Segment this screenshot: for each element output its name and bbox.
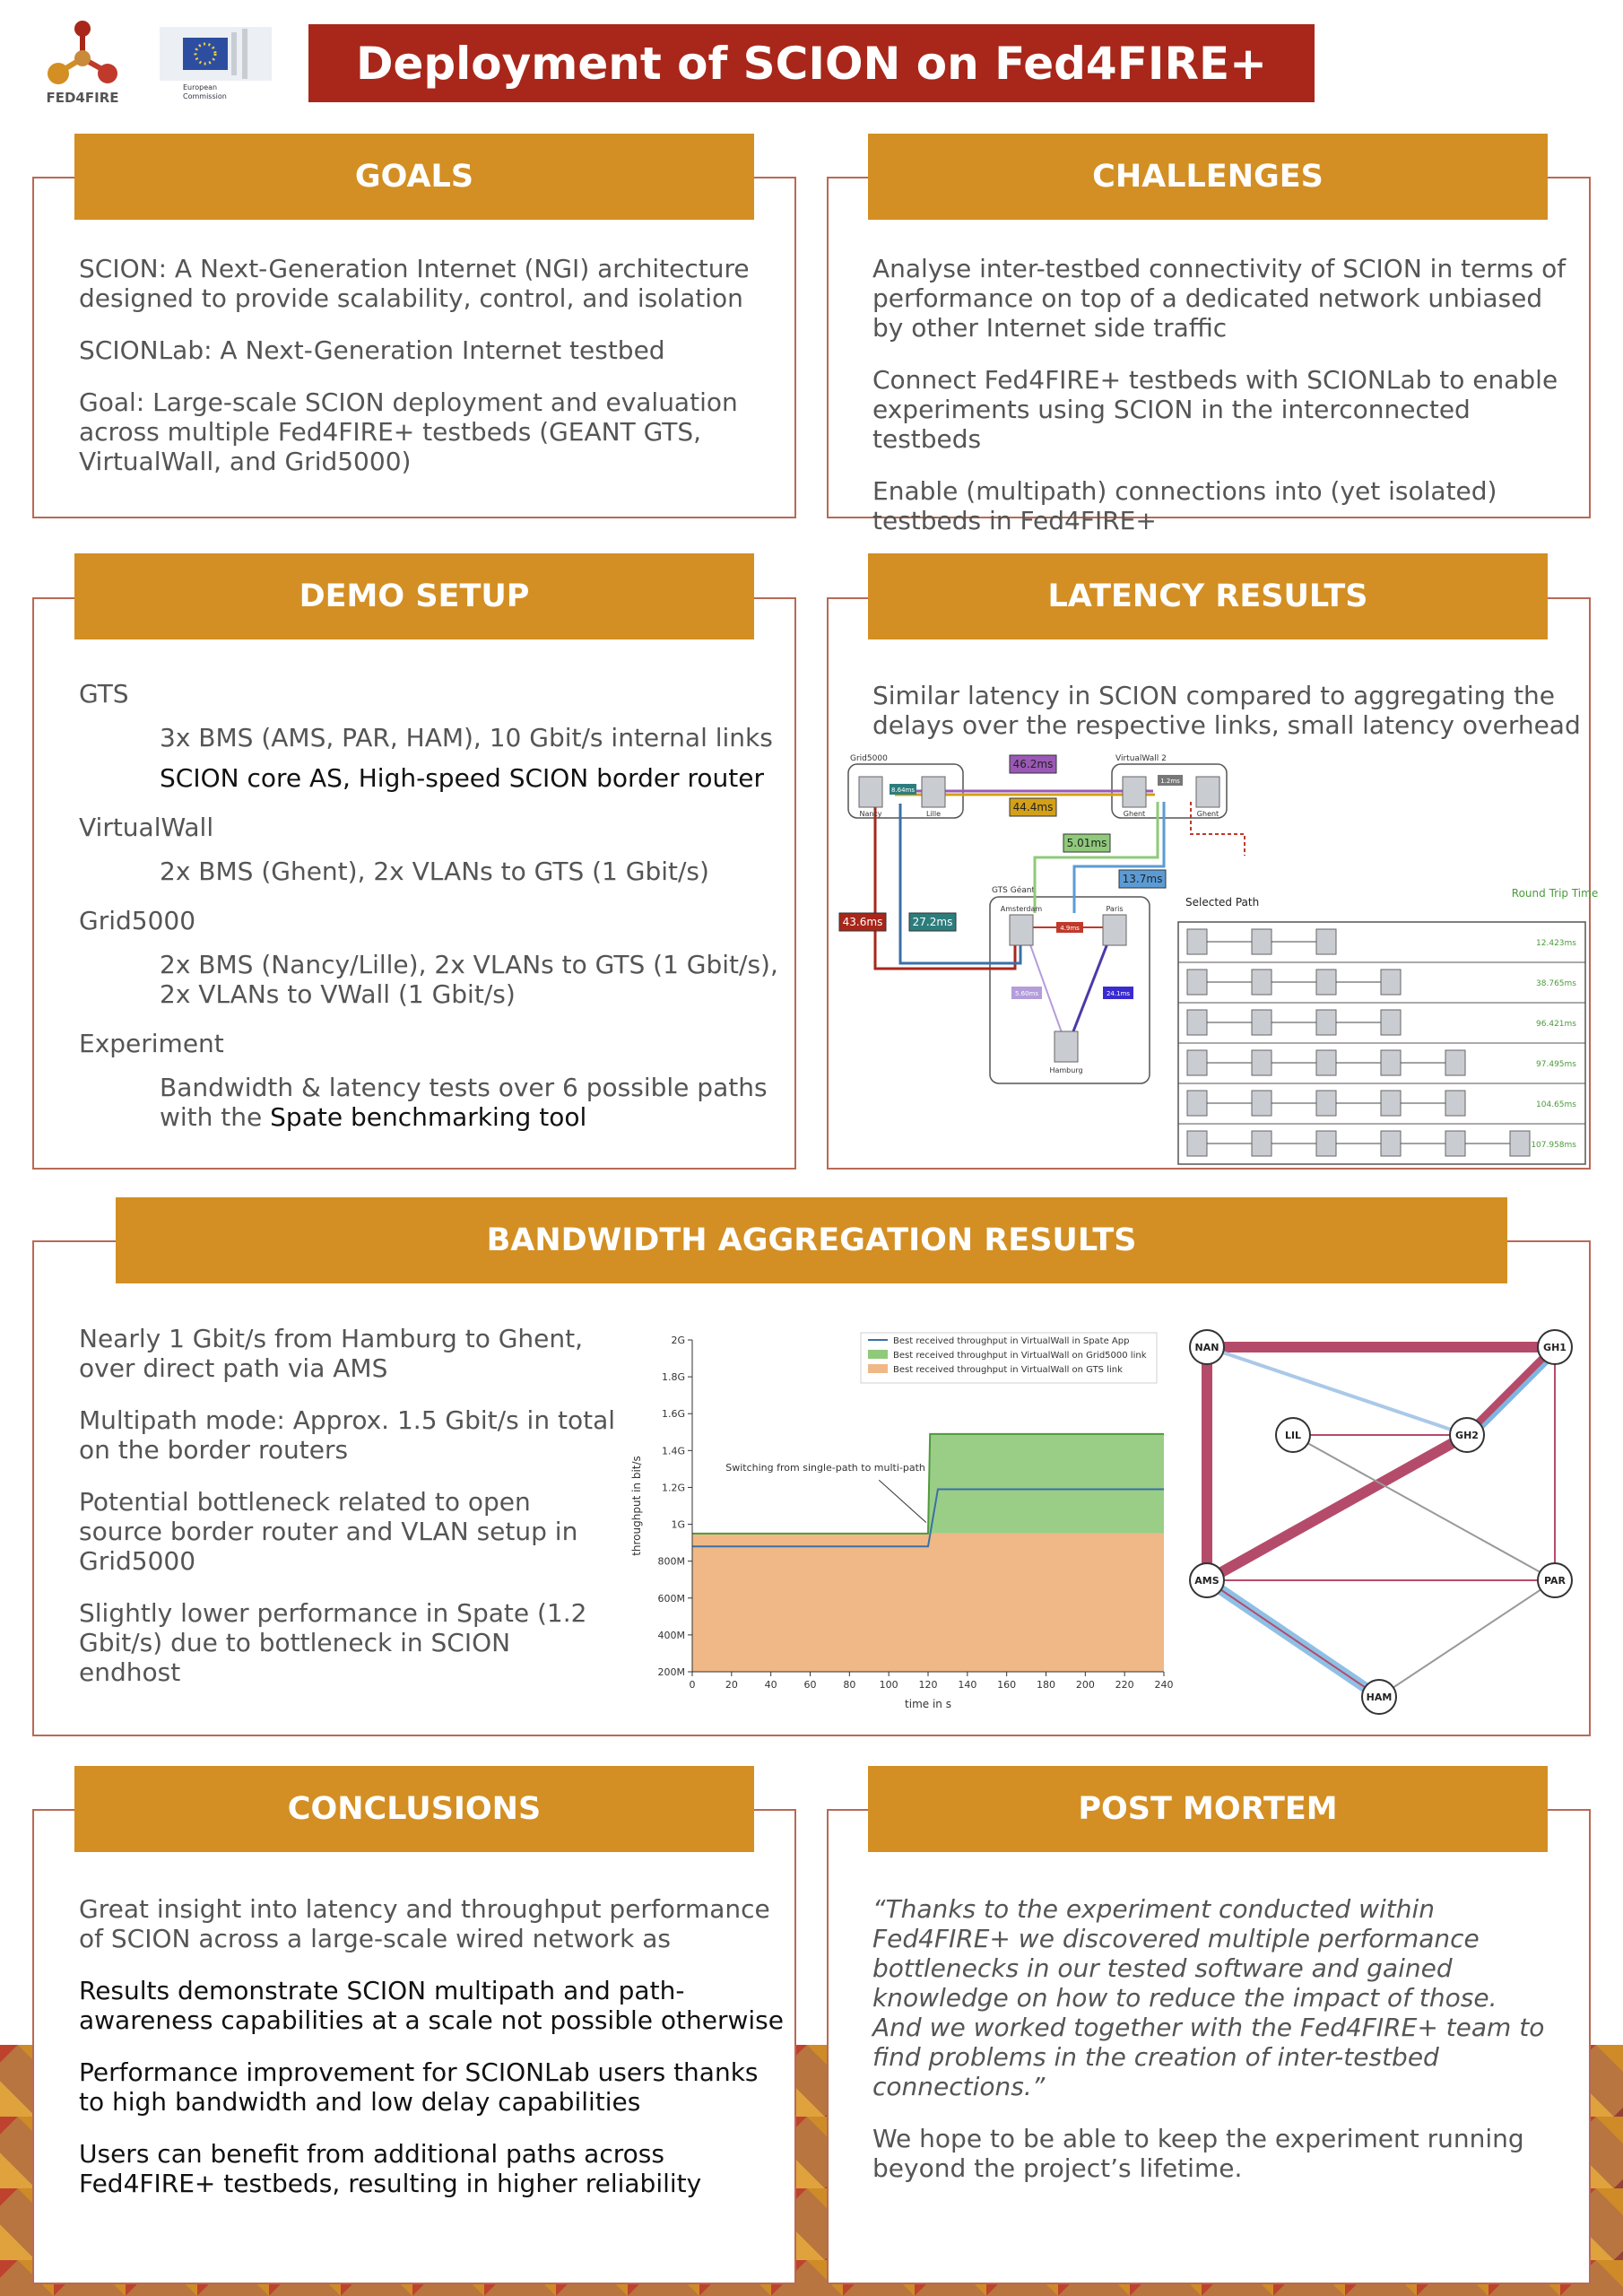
network-graph — [1182, 1318, 1576, 1713]
y-tick-label: 800M — [657, 1555, 685, 1568]
x-tick-label: 120 — [918, 1679, 938, 1691]
challenges-item: Enable (multipath) connections into (yet isolated) testbeds in Fed4FIRE+ — [872, 476, 1497, 535]
demo-grid: Grid5000 — [79, 906, 196, 935]
svg-text:Ghent: Ghent — [1196, 810, 1219, 818]
path-server-icon — [1445, 1091, 1465, 1116]
conclusions-item: Performance improvement for SCIONLab users thanks to high bandwidth and low delay capabilities — [79, 2057, 759, 2117]
latency-heading: LATENCY RESULTS — [868, 553, 1548, 639]
chart-annotation: Switching from single-path to multi-path — [725, 1461, 925, 1474]
y-tick-label: 200M — [657, 1666, 685, 1678]
x-tick-label: 20 — [725, 1679, 738, 1691]
x-tick-label: 60 — [803, 1679, 817, 1691]
area-gts — [692, 1534, 1164, 1672]
postmortem-heading: POST MORTEM — [868, 1766, 1548, 1852]
path-server-icon — [1187, 970, 1207, 995]
goals-item: SCION: A Next-Generation Internet (NGI) architecture designed to provide scalability, control, and isolation — [79, 254, 750, 313]
legend-entry: Best received throughput in VirtualWall on GTS link — [893, 1365, 1123, 1375]
rtt-value: 107.958ms — [1531, 1141, 1576, 1150]
y-tick-label: 1.8G — [661, 1371, 685, 1384]
path-server-icon — [1252, 1050, 1271, 1075]
svg-text:GTS Géant: GTS Géant — [992, 886, 1035, 895]
svg-text:5.01ms: 5.01ms — [1066, 837, 1107, 849]
svg-text:Nancy: Nancy — [859, 810, 882, 818]
postmortem-note: We hope to be able to keep the experiment running beyond the project’s lifetime. — [872, 2124, 1524, 2183]
svg-text:24.1ms: 24.1ms — [1106, 990, 1131, 997]
rtt-value: 12.423ms — [1536, 939, 1576, 948]
graph-node-label: AMS — [1194, 1575, 1219, 1587]
postmortem-quote: “Thanks to the experiment conducted within Fed4FIRE+ we discovered multiple performance bottlenecks in our tested software and gained knowledge on how to reduce the impact of those. And we worked together with the Fed4FIRE+ team to find problems in the creation of inter-testbed connections.” — [872, 1894, 1545, 2101]
demo-grid-item: 2x BMS (Nancy/Lille), 2x VLANs to GTS (1 Gbit/s), 2x VLANs to VWall (1 Gbit/s) — [160, 950, 778, 1009]
rtt-value: 97.495ms — [1536, 1060, 1576, 1069]
goals-item: Goal: Large-scale SCION deployment and evaluation across multiple Fed4FIRE+ testbeds (GEANT GTS, VirtualWall, and Grid5000) — [79, 387, 738, 476]
path-server-icon — [1381, 1050, 1401, 1075]
svg-text:Amsterdam: Amsterdam — [1000, 905, 1043, 913]
fed4fire-logo — [40, 18, 126, 108]
path-server-icon — [1381, 1010, 1401, 1035]
conclusions-item: Great insight into latency and throughput performance of SCION across a large-scale wired network as — [79, 1894, 770, 1953]
path-server-icon — [1316, 1050, 1336, 1075]
bandwidth-item: Slightly lower performance in Spate (1.2 Gbit/s) due to bottleneck in SCION endhost — [79, 1598, 587, 1687]
rtt-value: 96.421ms — [1536, 1020, 1576, 1029]
y-axis-label: throughput in bit/s — [630, 1456, 643, 1556]
graph-node-label: HAM — [1366, 1692, 1393, 1703]
conclusions-text — [79, 1894, 787, 2221]
demo-experiment-item: Bandwidth & latency tests over 6 possible paths with the Spate benchmarking tool — [160, 1073, 768, 1132]
bandwidth-item: Nearly 1 Gbit/s from Hamburg to Ghent, over direct path via AMS — [79, 1324, 584, 1383]
x-tick-label: 140 — [958, 1679, 977, 1691]
bandwidth-heading: BANDWIDTH AGGREGATION RESULTS — [116, 1197, 1507, 1283]
path-server-icon — [1252, 929, 1271, 954]
svg-text:Commission: Commission — [183, 92, 227, 100]
svg-text:43.6ms: 43.6ms — [842, 916, 883, 928]
rtt-label: Round Trip Time — [1511, 887, 1599, 900]
bandwidth-text — [79, 1324, 617, 1709]
svg-text:Round Trip Time — [1512, 887, 1598, 900]
legend-entry: Best received throughput in VirtualWall on Grid5000 link — [893, 1351, 1147, 1361]
y-tick-label: 1.6G — [661, 1408, 685, 1421]
path-server-icon — [1187, 1131, 1207, 1156]
x-tick-label: 200 — [1075, 1679, 1095, 1691]
goals-item: SCIONLab: A Next-Generation Internet testbed — [79, 335, 665, 365]
svg-text:46.2ms: 46.2ms — [1012, 758, 1054, 770]
throughput-chart — [628, 1318, 1176, 1713]
x-tick-label: 0 — [689, 1679, 696, 1691]
path-server-icon — [1316, 929, 1336, 954]
latency-topology-diagram — [839, 752, 1599, 1168]
demo-gts: GTS — [79, 679, 129, 709]
svg-text:VirtualWall 2: VirtualWall 2 — [1115, 754, 1167, 763]
svg-text:8.64ms: 8.64ms — [890, 787, 916, 794]
demo-gts-item: 3x BMS (AMS, PAR, HAM), 10 Gbit/s internal links — [160, 723, 773, 752]
demo-gts-item: SCION core AS, High-speed SCION border router — [160, 763, 764, 793]
svg-text:13.7ms: 13.7ms — [1122, 873, 1163, 885]
legend-swatch — [868, 1350, 888, 1359]
svg-text:Selected Path: Selected Path — [1185, 896, 1260, 909]
path-server-icon — [1187, 929, 1207, 954]
conclusions-item: Results demonstrate SCION multipath and path-awareness capabilities at a scale not possible otherwise — [79, 1976, 784, 2035]
y-tick-label: 2G — [671, 1335, 685, 1346]
challenges-heading: CHALLENGES — [868, 134, 1548, 220]
european-commission-logo — [160, 27, 272, 106]
path-server-icon — [1187, 1091, 1207, 1116]
path-server-icon — [1510, 1131, 1530, 1156]
y-tick-label: 1.2G — [661, 1482, 685, 1494]
path-server-icon — [1445, 1131, 1465, 1156]
postmortem-text — [872, 1894, 1554, 2205]
bandwidth-item: Potential bottleneck related to open source border router and VLAN setup in Grid5000 — [79, 1487, 578, 1576]
demo-setup-heading: DEMO SETUP — [74, 553, 754, 639]
rtt-value: 38.765ms — [1536, 979, 1576, 988]
svg-text:5.60ms: 5.60ms — [1014, 990, 1039, 997]
challenges-text — [872, 254, 1581, 558]
graph-node-label: LIL — [1284, 1430, 1302, 1441]
svg-text:Grid5000: Grid5000 — [850, 754, 888, 763]
path-server-icon — [1316, 1131, 1336, 1156]
path-server-icon — [1252, 1010, 1271, 1035]
path-server-icon — [1316, 1091, 1336, 1116]
path-server-icon — [1187, 1050, 1207, 1075]
svg-text:Paris: Paris — [1106, 905, 1124, 913]
x-tick-label: 180 — [1037, 1679, 1055, 1691]
path-server-icon — [1381, 1131, 1401, 1156]
challenges-item: Connect Fed4FIRE+ testbeds with SCIONLab to enable experiments using SCION in the interconnected testbeds — [872, 365, 1558, 454]
svg-text:27.2ms: 27.2ms — [912, 916, 953, 928]
poster-title: Deployment of SCION on Fed4FIRE+ — [308, 24, 1315, 102]
path-server-icon — [1252, 970, 1271, 995]
challenges-item: Analyse inter-testbed connectivity of SCION in terms of performance on top of a dedicated network unbiased by other Internet side traffic — [872, 254, 1567, 343]
x-axis-label: time in s — [905, 1698, 951, 1710]
svg-text:1.2ms: 1.2ms — [1160, 778, 1180, 785]
svg-text:4.9ms: 4.9ms — [1060, 925, 1080, 932]
x-tick-label: 240 — [1154, 1679, 1174, 1691]
path-server-icon — [1187, 1010, 1207, 1035]
demo-setup-text — [79, 679, 787, 1154]
path-server-icon — [1252, 1131, 1271, 1156]
graph-node-label: PAR — [1543, 1575, 1567, 1587]
conclusions-heading: CONCLUSIONS — [74, 1766, 754, 1852]
goals-heading: GOALS — [74, 134, 754, 220]
path-server-icon — [1445, 1050, 1465, 1075]
y-tick-label: 1G — [671, 1518, 685, 1531]
demo-experiment: Experiment — [79, 1029, 224, 1058]
y-tick-label: 600M — [657, 1592, 685, 1605]
path-server-icon — [1381, 970, 1401, 995]
svg-text:Lille: Lille — [925, 810, 942, 818]
x-tick-label: 100 — [879, 1679, 898, 1691]
path-server-icon — [1252, 1091, 1271, 1116]
legend-swatch — [868, 1364, 888, 1373]
conclusions-item: Users can benefit from additional paths across Fed4FIRE+ testbeds, resulting in higher reliability — [79, 2139, 702, 2198]
svg-text:44.4ms: 44.4ms — [1012, 801, 1054, 813]
x-tick-label: 40 — [764, 1679, 777, 1691]
demo-vwall: VirtualWall — [79, 813, 214, 842]
goals-text — [79, 254, 778, 499]
x-tick-label: 80 — [843, 1679, 856, 1691]
path-server-icon — [1316, 970, 1336, 995]
path-rows — [1178, 929, 1585, 1156]
demo-vwall-item: 2x BMS (Ghent), 2x VLANs to GTS (1 Gbit/s) — [160, 857, 709, 886]
graph-node-label: NAN — [1194, 1342, 1219, 1353]
y-tick-label: 1.4G — [661, 1445, 685, 1457]
x-tick-label: 160 — [997, 1679, 1017, 1691]
rtt-value: 104.65ms — [1536, 1100, 1576, 1109]
graph-node-label: GH2 — [1455, 1430, 1479, 1441]
svg-text:Ghent: Ghent — [1123, 810, 1146, 818]
y-tick-label: 400M — [657, 1629, 685, 1641]
svg-text:FED4FIRE: FED4FIRE — [46, 90, 119, 106]
svg-text:European: European — [183, 83, 218, 91]
bandwidth-item: Multipath mode: Approx. 1.5 Gbit/s in total on the border routers — [79, 1405, 616, 1465]
path-server-icon — [1381, 1091, 1401, 1116]
x-tick-label: 220 — [1115, 1679, 1134, 1691]
legend-entry: Best received throughput in VirtualWall in Spate App — [893, 1336, 1130, 1346]
graph-node-label: GH1 — [1543, 1342, 1567, 1353]
latency-text: Similar latency in SCION compared to aggregating the delays over the respective links, small latency overhead — [872, 681, 1581, 740]
svg-text:Hamburg: Hamburg — [1049, 1066, 1083, 1074]
path-server-icon — [1316, 1010, 1336, 1035]
